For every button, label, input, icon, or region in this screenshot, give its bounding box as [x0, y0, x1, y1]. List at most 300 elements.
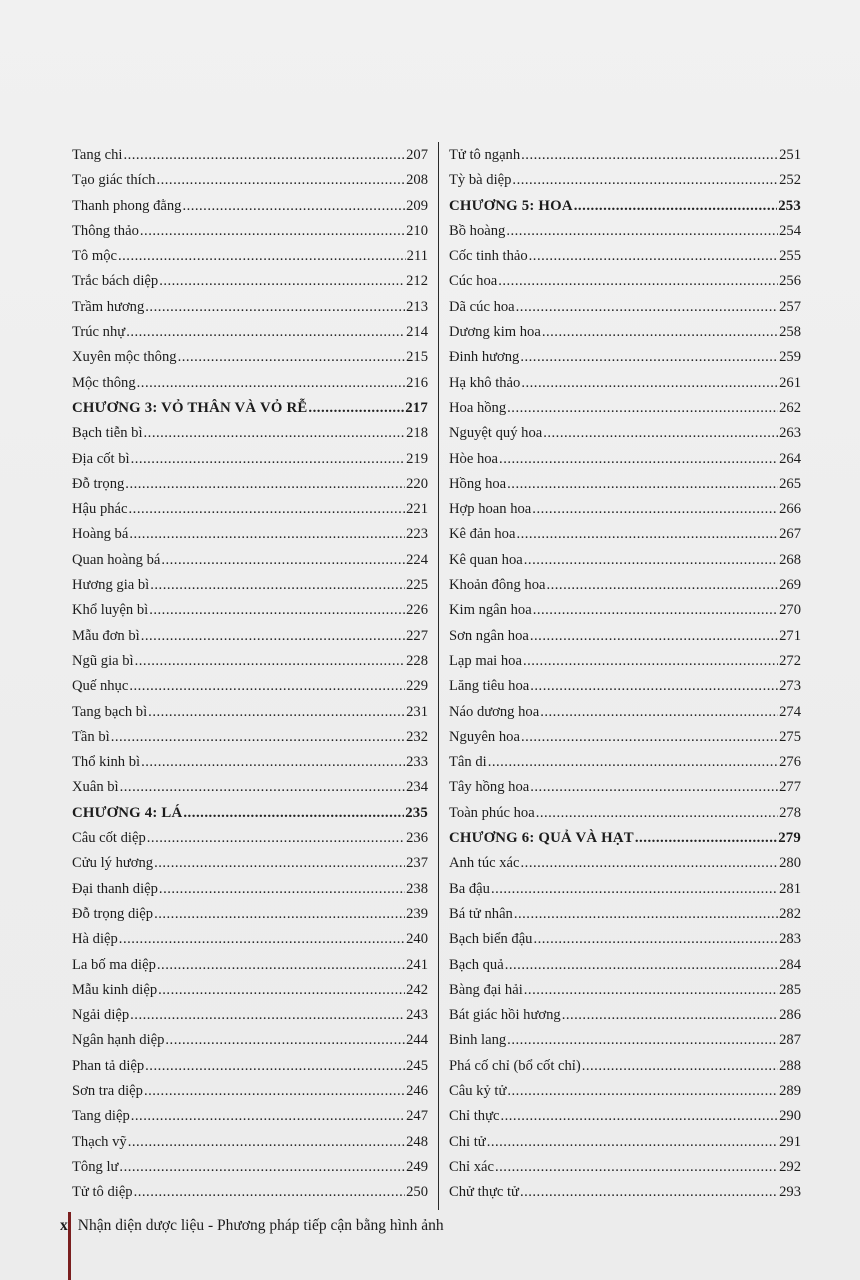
toc-entry-page-number: 246 [406, 1082, 428, 1099]
toc-entry [72, 851, 428, 876]
toc-entry-page-number: 232 [406, 728, 428, 745]
toc-entry [72, 421, 428, 446]
dot-leader [129, 674, 405, 699]
dot-leader [521, 143, 778, 168]
toc-entry-title: Kê đản hoa [449, 526, 516, 543]
dot-leader [520, 345, 778, 370]
toc-entry-title: Bạch biển đậu [449, 931, 533, 948]
toc-entry-page-number: 214 [406, 324, 428, 341]
toc-entry-title: Thổ kinh bì [72, 754, 141, 771]
toc-chapter-heading [72, 801, 428, 826]
toc-entry-title: Ngải diệp [72, 1007, 130, 1024]
dot-leader [129, 522, 405, 547]
toc-entry-page-number: 258 [779, 324, 801, 341]
toc-entry [72, 447, 428, 472]
toc-entry-title: Tô mộc [72, 248, 117, 265]
toc-entry-title: Đỗ trọng diệp [72, 905, 154, 922]
toc-entry [449, 801, 801, 826]
toc-entry-page-number: 241 [406, 956, 428, 973]
toc-entry [72, 649, 428, 674]
toc-entry [449, 396, 801, 421]
toc-entry [72, 522, 428, 547]
toc-entry-title: Hợp hoan hoa [449, 501, 532, 518]
toc-entry [449, 674, 801, 699]
dot-leader [533, 927, 778, 952]
toc-entry [72, 725, 428, 750]
toc-entry-page-number: 251 [779, 147, 801, 163]
toc-entry-page-number: 265 [779, 475, 801, 492]
toc-entry [449, 1003, 801, 1028]
dot-leader [118, 244, 406, 269]
toc-entry [72, 877, 428, 902]
toc-entry [449, 877, 801, 902]
toc-entry-page-number: 253 [778, 197, 801, 214]
dot-leader [157, 953, 405, 978]
toc-chapter-heading [449, 194, 801, 219]
dot-leader [126, 320, 405, 345]
toc-entry [72, 548, 428, 573]
dot-leader [178, 345, 406, 370]
toc-entry-page-number: 288 [779, 1057, 801, 1074]
dot-leader [521, 725, 778, 750]
toc-entry [72, 472, 428, 497]
toc-entry-page-number: 223 [406, 526, 428, 543]
toc-entry-page-number: 231 [406, 703, 428, 720]
dot-leader [158, 978, 405, 1003]
toc-entry [449, 902, 801, 927]
toc-entry-page-number: 219 [406, 450, 428, 467]
dot-leader [532, 497, 778, 522]
dot-leader [145, 1054, 405, 1079]
toc-entry-page-number: 254 [779, 222, 801, 239]
dot-leader [148, 700, 405, 725]
toc-entry-title: Bồ hoàng [449, 222, 506, 239]
toc-entry-page-number: 252 [779, 172, 801, 189]
toc-entry-title: Dã cúc hoa [449, 298, 515, 315]
dot-leader [505, 953, 778, 978]
toc-entry-title: Trúc nhự [72, 324, 126, 341]
toc-entry-title: Mẫu kinh diệp [72, 981, 158, 998]
toc-entry [72, 750, 428, 775]
toc-entry [72, 573, 428, 598]
toc-entry-title: Hoàng bá [72, 526, 129, 543]
dot-leader [536, 801, 778, 826]
toc-entry-page-number: 292 [779, 1158, 801, 1175]
toc-entry [72, 927, 428, 952]
toc-entry [72, 143, 428, 168]
toc-entry-page-number: 224 [406, 551, 428, 568]
toc-entry-page-number: 235 [405, 804, 428, 821]
dot-leader [149, 598, 405, 623]
toc-entry-title: Mộc thông [72, 374, 136, 391]
toc-entry-title: Lăng tiêu hoa [449, 678, 530, 695]
toc-entry-title: Khổ luyện bì [72, 602, 149, 619]
dot-leader [131, 447, 406, 472]
toc-entry-page-number: 217 [405, 399, 428, 416]
toc-entry-title: Đinh hương [449, 349, 520, 366]
toc-entry-page-number: 264 [779, 450, 801, 467]
toc-entry [72, 320, 428, 345]
toc-entry [449, 497, 801, 522]
toc-entry [449, 851, 801, 876]
toc-entry-title: Trắc bách diệp [72, 273, 159, 290]
dot-leader [562, 1003, 778, 1028]
dot-leader [530, 775, 778, 800]
toc-entry [449, 219, 801, 244]
dot-leader [635, 826, 777, 851]
dot-leader [521, 371, 778, 396]
dot-leader [154, 851, 405, 876]
dot-leader [183, 801, 404, 826]
toc-entry-page-number: 277 [779, 779, 801, 796]
toc-entry-page-number: 227 [406, 627, 428, 644]
dot-leader [125, 472, 405, 497]
toc-entry-page-number: 245 [406, 1057, 428, 1074]
toc-entry [72, 978, 428, 1003]
toc-entry-title: Anh túc xác [449, 855, 520, 872]
toc-entry [449, 168, 801, 193]
toc-entry-title: Bàng đại hải [449, 981, 523, 998]
toc-entry [449, 421, 801, 446]
toc-entry-page-number: 283 [779, 931, 801, 948]
toc-entry-title: CHƯƠNG 4: LÁ [72, 804, 183, 821]
toc-entry-title: Hà diệp [72, 931, 118, 948]
toc-entry-page-number: 228 [406, 652, 428, 669]
toc-entry-title: Tang diệp [72, 1108, 130, 1125]
toc-entry [72, 345, 428, 370]
toc-entry-page-number: 262 [779, 399, 801, 416]
toc-entry [449, 1104, 801, 1129]
toc-entry [72, 371, 428, 396]
toc-entry-title: Chỉ thực [449, 1108, 500, 1125]
toc-entry [449, 649, 801, 674]
dot-leader [145, 295, 405, 320]
toc-entry-page-number: 220 [406, 475, 428, 492]
dot-leader [499, 447, 778, 472]
toc-entry-title: Tây hồng hoa [449, 779, 530, 796]
toc-entry-title: Cốc tinh thảo [449, 248, 528, 265]
toc-entry-page-number: 291 [779, 1133, 801, 1150]
toc-entry-title: Hoa hồng [449, 399, 507, 416]
toc-entry-title: Tang chi [72, 147, 123, 163]
toc-entry [449, 953, 801, 978]
toc-entry-page-number: 247 [406, 1108, 428, 1125]
page-number-folio: x [60, 1217, 68, 1234]
toc-entry [449, 295, 801, 320]
toc-entry-title: Ngân hạnh diệp [72, 1032, 165, 1049]
toc-entry-title: Thông thảo [72, 222, 139, 239]
dot-leader [135, 649, 405, 674]
dot-leader [516, 522, 778, 547]
toc-entry-page-number: 236 [406, 830, 428, 847]
toc-entry-page-number: 255 [779, 248, 801, 265]
toc-entry-page-number: 293 [779, 1184, 801, 1201]
dot-leader [141, 624, 405, 649]
toc-entry-title: Tần bì [72, 728, 110, 745]
toc-entry-page-number: 263 [779, 425, 801, 442]
toc-entry-page-number: 207 [406, 147, 428, 163]
dot-leader [140, 219, 405, 244]
toc-entry [72, 624, 428, 649]
dot-leader [141, 750, 405, 775]
toc-entry-title: Quan hoàng bá [72, 551, 161, 568]
toc-entry [449, 472, 801, 497]
toc-entry-title: Tang bạch bì [72, 703, 148, 720]
toc-entry [449, 598, 801, 623]
dot-leader [119, 927, 405, 952]
toc-entry [449, 1079, 801, 1104]
toc-entry-title: Náo dương hoa [449, 703, 540, 720]
toc-entry-page-number: 289 [779, 1082, 801, 1099]
toc-entry-title: Thanh phong đằng [72, 197, 182, 214]
toc-entry [72, 1054, 428, 1079]
toc-entry-title: Chử thực tử [449, 1184, 519, 1201]
toc-entry-title: Hồng hoa [449, 475, 507, 492]
toc-entry [72, 953, 428, 978]
dot-leader [134, 1180, 406, 1205]
dot-leader [131, 1104, 405, 1129]
running-footer-title: Nhận diện dược liệu - Phương pháp tiếp cận bằng hình ảnh [77, 1217, 444, 1234]
dot-leader [161, 548, 405, 573]
toc-entry-page-number: 285 [779, 981, 801, 998]
dot-leader [159, 269, 405, 294]
dot-leader [498, 269, 778, 294]
toc-entry [449, 1028, 801, 1053]
toc-entry-title: Chỉ xác [449, 1158, 494, 1175]
toc-entry [449, 548, 801, 573]
toc-entry-title: Phan tả diệp [72, 1057, 145, 1074]
toc-entry [72, 219, 428, 244]
toc-entry-page-number: 259 [779, 349, 801, 366]
toc-entry-title: Lạp mai hoa [449, 652, 522, 669]
dot-leader [137, 371, 405, 396]
dot-leader [308, 396, 404, 421]
toc-entry [449, 522, 801, 547]
toc-entry [449, 573, 801, 598]
toc-entry-page-number: 266 [779, 501, 801, 518]
toc-entry-title: CHƯƠNG 5: HOA [449, 197, 573, 214]
toc-entry [449, 371, 801, 396]
toc-entry-page-number: 257 [779, 298, 801, 315]
dot-leader [533, 598, 778, 623]
toc-entry-page-number: 239 [406, 905, 428, 922]
toc-entry-title: Bát giác hồi hương [449, 1007, 561, 1024]
toc-entry-page-number: 240 [406, 931, 428, 948]
toc-entry-page-number: 267 [779, 526, 801, 543]
toc-entry-title: Kê quan hoa [449, 551, 523, 568]
toc-entry-title: Chi tử [449, 1133, 486, 1150]
toc-entry-title: Bá tử nhân [449, 905, 513, 922]
toc-entry-title: Sơn tra diệp [72, 1082, 143, 1099]
toc-entry-page-number: 212 [406, 273, 428, 290]
toc-entry-title: Trầm hương [72, 298, 145, 315]
toc-entry [449, 1054, 801, 1079]
toc-entry-title: Thạch vỹ [72, 1133, 127, 1150]
toc-entry [72, 700, 428, 725]
dot-leader [506, 219, 778, 244]
toc-entry-title: Phá cố chỉ (bổ cốt chỉ) [449, 1057, 581, 1074]
toc-entry [72, 1155, 428, 1180]
toc-entry-title: La bố ma diệp [72, 956, 156, 973]
toc-entry-title: Binh lang [449, 1032, 507, 1049]
toc-entry-title: Tân di [449, 754, 487, 771]
toc-entry-title: Đỗ trọng [72, 475, 125, 492]
dot-leader [487, 1130, 778, 1155]
dot-leader [130, 1003, 405, 1028]
toc-entry-title: Hậu phác [72, 501, 128, 518]
toc-entry-page-number: 242 [406, 981, 428, 998]
toc-right-column [449, 143, 801, 1205]
dot-leader [147, 826, 405, 851]
toc-entry-title: Tử tô ngạnh [449, 147, 521, 163]
toc-entry-page-number: 271 [779, 627, 801, 644]
toc-entry-page-number: 286 [779, 1007, 801, 1024]
toc-entry-page-number: 281 [779, 880, 801, 897]
dot-leader [123, 143, 405, 168]
toc-entry [72, 1104, 428, 1129]
toc-entry [449, 624, 801, 649]
toc-entry-page-number: 233 [406, 754, 428, 771]
toc-entry-title: Tạo giác thích [72, 172, 156, 189]
toc-entry-page-number: 218 [406, 425, 428, 442]
toc-entry [72, 1130, 428, 1155]
toc-entry-page-number: 275 [779, 728, 801, 745]
dot-leader [154, 902, 405, 927]
toc-entry [449, 143, 801, 168]
toc-entry-page-number: 250 [406, 1184, 428, 1201]
toc-entry [72, 497, 428, 522]
toc-entry [449, 700, 801, 725]
toc-entry [72, 1079, 428, 1104]
toc-entry-page-number: 208 [406, 172, 428, 189]
dot-leader [507, 1028, 778, 1053]
page-footer [60, 1214, 444, 1238]
toc-entry-page-number: 213 [406, 298, 428, 315]
toc-entry-title: Đại thanh diệp [72, 880, 158, 897]
toc-entry-page-number: 249 [406, 1158, 428, 1175]
column-divider [438, 142, 439, 1210]
toc-entry-page-number: 244 [406, 1032, 428, 1049]
toc-entry-page-number: 210 [406, 222, 428, 239]
toc-entry [449, 1155, 801, 1180]
toc-entry [72, 1003, 428, 1028]
dot-leader [529, 244, 778, 269]
toc-entry [72, 244, 428, 269]
toc-entry-title: Nguyệt quý hoa [449, 425, 543, 442]
toc-entry [72, 826, 428, 851]
toc-entry-title: Hương gia bì [72, 577, 150, 594]
dot-leader [524, 978, 778, 1003]
toc-entry-title: Địa cốt bì [72, 450, 130, 467]
toc-entry-page-number: 273 [779, 678, 801, 695]
toc-chapter-heading [72, 396, 428, 421]
toc-entry [449, 345, 801, 370]
dot-leader [516, 295, 778, 320]
toc-entry-title: Câu cốt diệp [72, 830, 146, 847]
toc-entry-page-number: 274 [779, 703, 801, 720]
dot-leader [500, 1104, 778, 1129]
dot-leader [182, 194, 405, 219]
toc-entry-page-number: 229 [406, 678, 428, 695]
toc-entry-title: Hạ khô thảo [449, 374, 521, 391]
dot-leader [546, 573, 778, 598]
dot-leader [495, 1155, 778, 1180]
toc-entry-page-number: 268 [779, 551, 801, 568]
toc-entry-page-number: 215 [406, 349, 428, 366]
dot-leader [120, 775, 405, 800]
toc-entry-title: Ngũ gia bì [72, 652, 134, 669]
toc-entry-page-number: 238 [406, 880, 428, 897]
toc-entry [449, 775, 801, 800]
toc-entry [72, 295, 428, 320]
toc-entry-title: Bạch quả [449, 956, 504, 973]
dot-leader [111, 725, 405, 750]
toc-entry [72, 1180, 428, 1205]
toc-entry-page-number: 272 [779, 652, 801, 669]
toc-entry-page-number: 270 [779, 602, 801, 619]
toc-entry-page-number: 280 [779, 855, 801, 872]
dot-leader [524, 548, 778, 573]
toc-entry [449, 927, 801, 952]
dot-leader [491, 877, 778, 902]
toc-entry [72, 598, 428, 623]
dot-leader [530, 624, 778, 649]
toc-entry-title: Bạch tiễn bì [72, 425, 143, 442]
toc-chapter-heading [449, 826, 801, 851]
dot-leader [507, 396, 778, 421]
toc-entry [449, 750, 801, 775]
toc-entry-title: Cúc hoa [449, 273, 498, 290]
toc-entry-page-number: 237 [406, 855, 428, 872]
toc-entry [449, 320, 801, 345]
toc-entry-title: Khoản đông hoa [449, 577, 546, 594]
toc-entry-page-number: 226 [406, 602, 428, 619]
dot-leader [542, 320, 778, 345]
dot-leader [144, 1079, 405, 1104]
dot-leader [530, 674, 778, 699]
toc-entry-title: Hòe hoa [449, 450, 499, 467]
toc-entry-title: Kim ngân hoa [449, 602, 532, 619]
toc-entry-page-number: 278 [779, 804, 801, 821]
dot-leader [507, 1079, 778, 1104]
dot-leader [512, 168, 778, 193]
toc-entry-page-number: 234 [406, 779, 428, 796]
dot-leader [159, 877, 405, 902]
toc-entry-title: Cửu lý hương [72, 855, 154, 872]
dot-leader [119, 1155, 405, 1180]
dot-leader [514, 902, 778, 927]
toc-entry [449, 269, 801, 294]
toc-entry [72, 674, 428, 699]
toc-left-column [72, 143, 428, 1205]
dot-leader [540, 700, 778, 725]
toc-entry-page-number: 261 [779, 374, 801, 391]
toc-entry [449, 447, 801, 472]
toc-entry-title: Dương kim hoa [449, 324, 541, 341]
toc-entry-page-number: 211 [406, 248, 428, 265]
toc-entry-page-number: 243 [406, 1007, 428, 1024]
toc-entry-page-number: 221 [406, 501, 428, 518]
toc-entry-title: Mẫu đơn bì [72, 627, 140, 644]
dot-leader [507, 472, 778, 497]
dot-leader [521, 851, 779, 876]
toc-entry [449, 244, 801, 269]
toc-entry [449, 1130, 801, 1155]
toc-entry-page-number: 276 [779, 754, 801, 771]
toc-entry [72, 194, 428, 219]
toc-entry-title: Tông lư [72, 1158, 119, 1175]
dot-leader [165, 1028, 405, 1053]
